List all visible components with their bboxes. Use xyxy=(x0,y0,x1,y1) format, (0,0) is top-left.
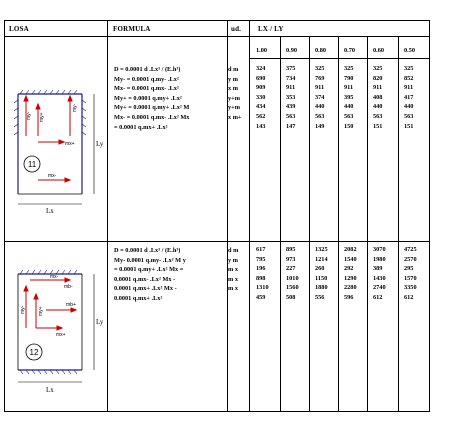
formula-12-3: = 0.0001 q.my+ .Lx² Mx = xyxy=(114,266,184,274)
value-cell: 3070 xyxy=(373,246,386,253)
value-cell: 911 xyxy=(286,84,296,92)
svg-text:my+: my+ xyxy=(39,112,45,122)
value-cell: 151 xyxy=(373,122,383,130)
value-cell: 1430 xyxy=(373,274,386,282)
value-cell: 1540 xyxy=(344,255,357,263)
value-cell: 909 xyxy=(256,84,266,92)
value-cell: 2280 xyxy=(344,284,357,292)
value-cell: 563 xyxy=(315,113,325,120)
svg-text:mx-: mx- xyxy=(50,274,59,280)
unit-11-3: x m xyxy=(228,85,238,93)
value-cell: 439 xyxy=(286,103,296,111)
unit-11-6: x m+ xyxy=(228,113,242,121)
value-cell: 325 xyxy=(315,65,325,72)
formula-11-7: = 0.0001 q.mx+ .Lx² xyxy=(114,123,168,131)
formula-11-6: Mx- = 0.0001 q.mx- .Lx² Mx xyxy=(114,113,190,121)
value-cell: 508 xyxy=(286,294,296,301)
value-cell: 440 xyxy=(344,103,354,111)
value-cell: 563 xyxy=(286,113,296,120)
header-losa: LOSA xyxy=(9,25,29,33)
formula-11-3: Mx- = 0.0001 q.mx- .Lx² xyxy=(114,85,179,93)
value-cell: 911 xyxy=(373,84,383,92)
value-cell: 260 xyxy=(315,265,325,273)
value-cell: 1560 xyxy=(286,284,299,292)
value-cell: 1150 xyxy=(315,274,328,282)
value-cell: 149 xyxy=(315,122,325,130)
value-cell: 417 xyxy=(404,93,414,101)
unit-11-1: d m xyxy=(228,66,239,73)
formula-12-1: D = 0.0001 d .Lx³ / (E.h³) xyxy=(114,247,181,254)
formulas-12 xyxy=(114,246,186,304)
slab-diagram-11 xyxy=(10,76,105,226)
value-cell: 440 xyxy=(404,103,414,111)
value-cell: 1980 xyxy=(373,255,386,263)
value-cell: 790 xyxy=(344,74,354,82)
formula-12-5: 0.0001 q.mx+ .Lx² Mx - xyxy=(114,285,177,293)
unit-11-4: y+m xyxy=(228,94,240,102)
value-cell: 1880 xyxy=(315,284,328,292)
units-12 xyxy=(228,246,238,294)
value-cell: 389 xyxy=(373,265,383,273)
svg-text:11: 11 xyxy=(27,160,37,169)
ratio-6: 0.50 xyxy=(404,47,416,54)
svg-text:Lx: Lx xyxy=(46,207,54,215)
value-cell: 562 xyxy=(256,113,266,120)
value-cell: 563 xyxy=(404,113,414,120)
ratio-1: 1.00 xyxy=(256,47,268,54)
value-cell: 1290 xyxy=(344,274,357,282)
svg-text:Lx: Lx xyxy=(46,386,54,394)
svg-text:mx-: mx- xyxy=(48,173,57,179)
formula-11-1: D = 0.0001 d .Lx³ / (E.h³) xyxy=(114,66,181,73)
svg-text:mb+: mb+ xyxy=(66,302,76,308)
value-cell: 375 xyxy=(286,65,296,72)
value-cell: 440 xyxy=(315,103,325,111)
value-cell: 1325 xyxy=(315,246,328,253)
value-cell: 556 xyxy=(315,294,325,301)
formulas-11 xyxy=(114,65,189,132)
value-cell: 408 xyxy=(373,93,383,101)
svg-text:mb-: mb- xyxy=(64,284,73,290)
value-cell: 769 xyxy=(315,74,325,82)
col-divider-r5 xyxy=(398,36,399,412)
value-cell: 459 xyxy=(256,294,266,301)
value-cell: 898 xyxy=(256,274,266,282)
svg-text:mx+: mx+ xyxy=(56,332,66,338)
svg-text:my-: my- xyxy=(26,111,32,120)
value-cell: 1010 xyxy=(286,274,299,282)
value-cell: 596 xyxy=(344,294,354,301)
svg-text:my-: my- xyxy=(72,103,78,112)
col-divider-r1 xyxy=(280,36,281,412)
ratio-5: 0.60 xyxy=(373,47,385,54)
value-cell: 295 xyxy=(404,265,414,273)
value-cell: 973 xyxy=(286,255,296,263)
value-cell: 325 xyxy=(404,65,414,72)
value-cell: 147 xyxy=(286,122,296,130)
value-cell: 2740 xyxy=(373,284,386,292)
value-cell: 325 xyxy=(344,65,354,72)
value-cell: 151 xyxy=(404,122,414,130)
header-ratio: LX / LY xyxy=(258,25,284,33)
value-cell: 440 xyxy=(373,103,383,111)
formula-11-4: My+ = 0.0001 q.my+ .Lx² xyxy=(114,94,182,102)
unit-12-2: y m xyxy=(228,256,238,264)
value-cell: 1310 xyxy=(256,284,269,292)
unit-11-5: y+m xyxy=(228,104,240,112)
value-cell: 325 xyxy=(373,65,383,72)
value-cell: 795 xyxy=(256,255,266,263)
value-cell: 852 xyxy=(404,74,414,82)
value-cell: 150 xyxy=(344,122,354,130)
ratio-3: 0.80 xyxy=(315,47,327,54)
value-cell: 911 xyxy=(315,84,325,92)
value-cell: 617 xyxy=(256,246,266,253)
value-cell: 324 xyxy=(256,65,266,72)
formula-12-2: My- 0.0001 q.my- .Lx² M y xyxy=(114,256,186,264)
header-formula: FORMULA xyxy=(113,25,151,33)
value-cell: 2570 xyxy=(404,255,417,263)
value-cell: 292 xyxy=(344,265,354,273)
svg-text:mx+: mx+ xyxy=(65,141,75,147)
value-cell: 3350 xyxy=(404,284,417,292)
value-cell: 690 xyxy=(256,74,266,82)
value-cell: 374 xyxy=(315,93,325,101)
value-cell: 1570 xyxy=(404,274,417,282)
ratio-2: 0.90 xyxy=(286,47,298,54)
value-cell: 196 xyxy=(256,265,266,273)
value-cell: 612 xyxy=(404,294,414,301)
value-cell: 563 xyxy=(373,113,383,120)
value-cell: 1214 xyxy=(315,255,328,263)
value-cell: 330 xyxy=(256,93,266,101)
value-cell: 143 xyxy=(256,122,266,130)
value-cell: 895 xyxy=(286,246,296,253)
value-cell: 911 xyxy=(404,84,414,92)
unit-12-5: m x xyxy=(228,285,238,293)
value-cell: 911 xyxy=(344,84,354,92)
value-cell: 2082 xyxy=(344,246,357,253)
unit-12-1: d m xyxy=(228,247,239,254)
col-divider-r4 xyxy=(367,36,368,412)
col-divider-losa xyxy=(107,20,108,412)
formula-12-4: 0.0001 q.mx- .Lx² Mx - xyxy=(114,275,176,283)
value-cell: 353 xyxy=(286,93,296,101)
col-divider-r2 xyxy=(309,36,310,412)
svg-text:Ly: Ly xyxy=(96,140,104,148)
svg-text:Ly: Ly xyxy=(96,318,104,326)
unit-12-3: m x xyxy=(228,266,238,274)
unit-11-2: y m xyxy=(228,75,238,83)
unit-12-4: m x xyxy=(228,275,238,283)
svg-text:12: 12 xyxy=(29,348,39,357)
value-cell: 434 xyxy=(256,103,266,111)
value-cell: 227 xyxy=(286,265,296,273)
value-cell: 395 xyxy=(344,93,354,101)
value-cell: 734 xyxy=(286,74,296,82)
header-unit: ud. xyxy=(231,25,242,33)
svg-text:my-: my- xyxy=(20,305,26,314)
value-cell: 612 xyxy=(373,294,383,301)
col-divider-unit xyxy=(249,20,250,412)
ratio-4: 0.70 xyxy=(344,47,356,54)
formula-11-5: My+ = 0.0001 q.my+ .Lx² M xyxy=(114,104,190,112)
formula-12-6: 0.0001 q.mx+ .Lx² xyxy=(114,294,163,302)
value-cell: 563 xyxy=(344,113,354,120)
value-cell: 4725 xyxy=(404,246,417,253)
formula-11-2: My- = 0.0001 q.my- .Lx² xyxy=(114,75,179,83)
svg-text:my+: my+ xyxy=(38,306,44,316)
ratio-underline xyxy=(249,58,430,59)
col-divider-r3 xyxy=(338,36,339,412)
slab-diagram-12 xyxy=(10,262,105,402)
value-cell: 820 xyxy=(373,74,383,82)
units-11 xyxy=(228,65,242,123)
